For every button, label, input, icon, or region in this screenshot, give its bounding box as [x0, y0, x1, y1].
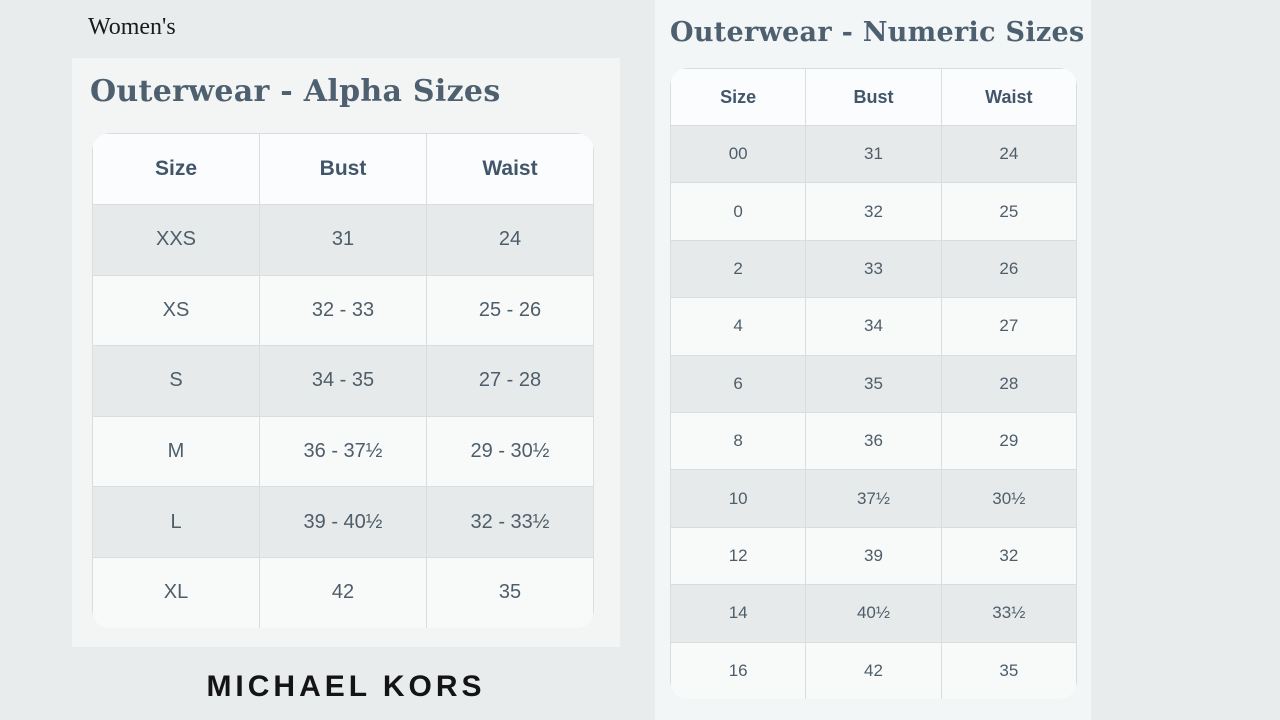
table-cell: 00: [671, 126, 806, 183]
table-cell: 27 - 28: [427, 346, 594, 417]
column-header-waist: Waist: [427, 134, 594, 205]
table-cell: 2: [671, 240, 806, 297]
table-cell: 30½: [941, 470, 1076, 527]
numeric-sizes-panel: [655, 0, 1091, 720]
numeric-sizes-title: Outerwear - Numeric Sizes: [670, 17, 1085, 48]
column-header-bust: Bust: [260, 134, 427, 205]
table-row: [93, 275, 594, 346]
category-label: Women's: [88, 14, 176, 40]
table-cell: 8: [671, 412, 806, 469]
table-cell: 26: [941, 240, 1076, 297]
table-cell: 10: [671, 470, 806, 527]
table-cell: 32: [806, 183, 941, 240]
table-row: [93, 487, 594, 558]
table-row: [671, 470, 1077, 527]
alpha-sizes-card: [72, 58, 620, 647]
column-header-size: Size: [93, 134, 260, 205]
table-cell: 16: [671, 642, 806, 699]
table-header-row: [671, 69, 1077, 126]
table-cell: 4: [671, 298, 806, 355]
table-cell: 31: [806, 126, 941, 183]
table-cell: 35: [806, 355, 941, 412]
table-cell: 28: [941, 355, 1076, 412]
table-cell: 29: [941, 412, 1076, 469]
table-cell: 34: [806, 298, 941, 355]
table-header-row: [93, 134, 594, 205]
table-cell: 33½: [941, 585, 1076, 642]
table-cell: 32 - 33: [260, 275, 427, 346]
table-cell: 32 - 33½: [427, 487, 594, 558]
table-cell: 32: [941, 527, 1076, 584]
table-row: [671, 642, 1077, 699]
table-cell: 24: [941, 126, 1076, 183]
table-cell: 39 - 40½: [260, 487, 427, 558]
table-cell: 14: [671, 585, 806, 642]
table-row: [93, 416, 594, 487]
table-cell: 37½: [806, 470, 941, 527]
column-header-waist: Waist: [941, 69, 1076, 126]
table-row: [671, 240, 1077, 297]
table-cell: XXS: [93, 205, 260, 276]
table-cell: 31: [260, 205, 427, 276]
table-cell: 35: [941, 642, 1076, 699]
table-cell: S: [93, 346, 260, 417]
table-cell: L: [93, 487, 260, 558]
table-row: [671, 126, 1077, 183]
table-cell: M: [93, 416, 260, 487]
brand-logo: MICHAEL KORS: [206, 670, 486, 703]
table-cell: 12: [671, 527, 806, 584]
column-header-bust: Bust: [806, 69, 941, 126]
table-row: [671, 183, 1077, 240]
table-cell: 33: [806, 240, 941, 297]
table-row: [671, 298, 1077, 355]
table-cell: 25 - 26: [427, 275, 594, 346]
numeric-sizes-table: [670, 68, 1077, 699]
column-header-size: Size: [671, 69, 806, 126]
table-cell: 27: [941, 298, 1076, 355]
alpha-sizes-title: Outerwear - Alpha Sizes: [90, 74, 501, 109]
table-row: [671, 355, 1077, 412]
table-cell: 36 - 37½: [260, 416, 427, 487]
table-cell: XS: [93, 275, 260, 346]
table-cell: 35: [427, 557, 594, 628]
table-cell: 42: [260, 557, 427, 628]
table-cell: 42: [806, 642, 941, 699]
table-cell: 0: [671, 183, 806, 240]
table-row: [93, 205, 594, 276]
table-cell: 6: [671, 355, 806, 412]
table-cell: 40½: [806, 585, 941, 642]
table-row: [671, 527, 1077, 584]
alpha-sizes-table: [92, 133, 594, 628]
table-row: [93, 346, 594, 417]
table-cell: XL: [93, 557, 260, 628]
table-row: [93, 557, 594, 628]
table-cell: 29 - 30½: [427, 416, 594, 487]
table-cell: 36: [806, 412, 941, 469]
table-cell: 25: [941, 183, 1076, 240]
table-row: [671, 412, 1077, 469]
table-row: [671, 585, 1077, 642]
table-cell: 24: [427, 205, 594, 276]
table-cell: 39: [806, 527, 941, 584]
table-cell: 34 - 35: [260, 346, 427, 417]
